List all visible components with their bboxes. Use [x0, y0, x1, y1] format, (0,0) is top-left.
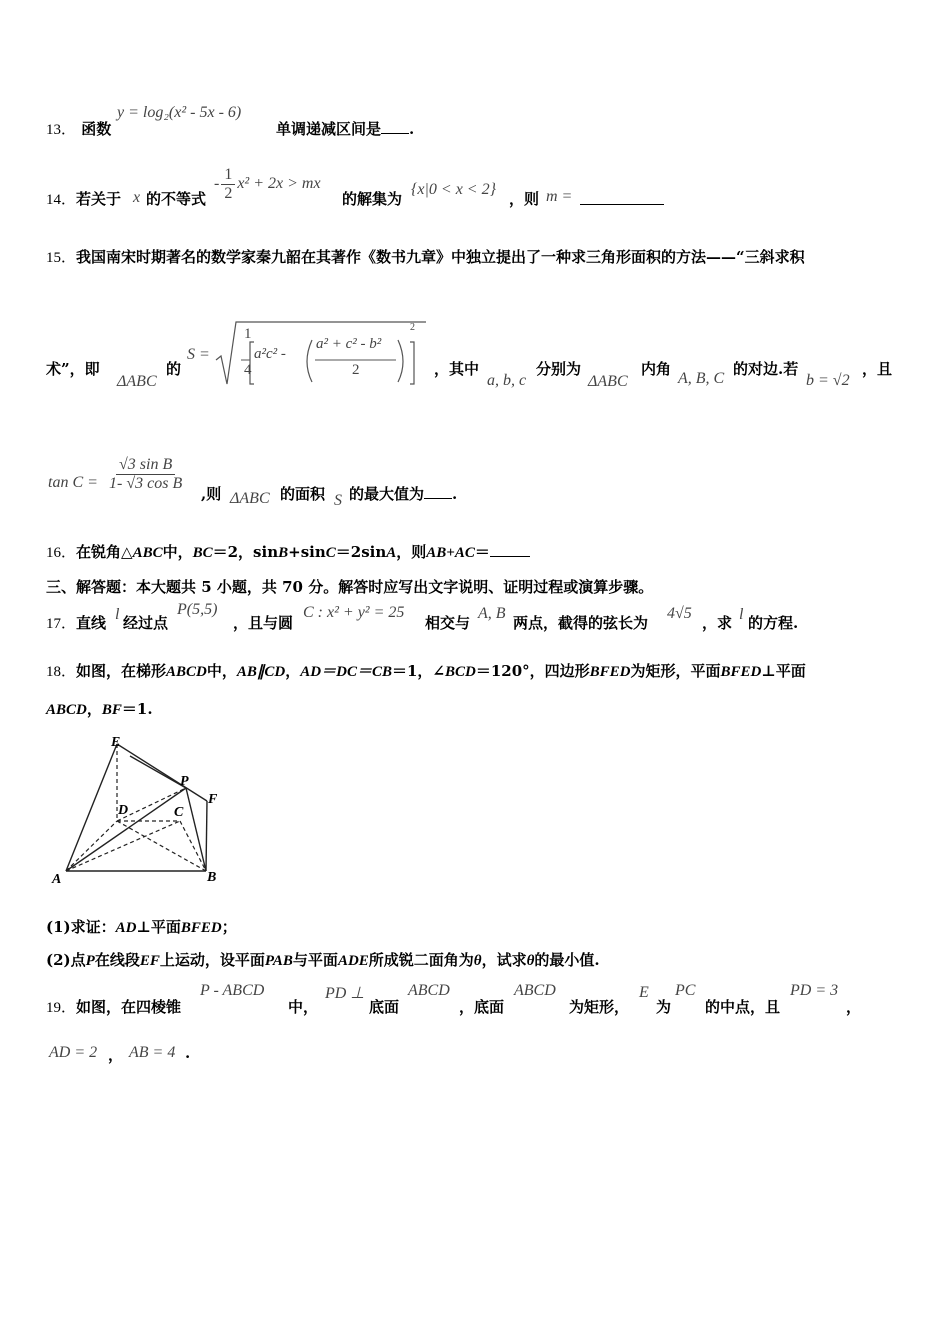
- q14-inequality: - $\frac{1}{2}$ x² + 2x > mx: [214, 165, 321, 202]
- figure-label-P: P: [180, 774, 189, 789]
- figure-label-D: D: [118, 803, 129, 818]
- figure-label-B: B: [207, 870, 217, 885]
- figure-label-C: C: [174, 805, 184, 820]
- answer-blank[interactable]: [424, 484, 452, 499]
- q14-solution-set: {x|0 < x < 2}: [411, 181, 496, 198]
- figure-label-F: F: [208, 792, 218, 807]
- answer-blank[interactable]: [490, 542, 530, 557]
- question-18-part2: (2)点P在线段EF上运动，设平面PAB与平面ADE所成锐二面角为θ，试求θ的最小值.: [46, 951, 600, 969]
- geometry-figure: [40, 726, 240, 894]
- question-14: 14．若关于: [46, 190, 122, 208]
- question-17: 17．直线: [46, 614, 107, 632]
- question-18-part1: (1)求证：AD⊥平面BFED；: [46, 918, 237, 936]
- section-heading: 三、解答题：本大题共 5 小题，共 70 分。解答时应写出文字说明、证明过程或演算步骤。: [46, 578, 654, 596]
- answer-blank[interactable]: [580, 190, 664, 205]
- question-13: 13． 函数: [46, 120, 112, 138]
- question-19: 19．如图，在四棱锥: [46, 998, 182, 1016]
- figure-label-A: A: [52, 872, 62, 887]
- question-number: 13．: [46, 122, 77, 138]
- question-15: 15．我国南宋时期著名的数学家秦九韶在其著作《数书九章》中独立提出了一种求三角形面积的方法——“三斜求积: [46, 248, 805, 266]
- answer-blank[interactable]: [381, 119, 409, 134]
- figure-label-E: E: [111, 735, 121, 750]
- tan-fraction: $\frac{\text{√3 sin B}}{\text{1- √3 cos B}}$: [109, 456, 183, 492]
- q13-tail: 单调递减区间是 .: [276, 120, 415, 138]
- q13-formula: y = log₂(x² - 5x - 6): [117, 104, 242, 121]
- fraction: $\frac{1}{2}$: [221, 166, 235, 203]
- question-16: 16．在锐角△ABC中，BC＝2，sinB+sinC＝2sinA，则AB+AC＝: [46, 541, 530, 562]
- question-18-line2: ABCD，BF＝1.: [46, 700, 153, 718]
- question-18: 18．如图，在梯形ABCD中，AB∥CD，AD＝DC＝CB＝1，∠BCD＝120°，四边形BFED为矩形，平面BFED⊥平面: [46, 662, 806, 680]
